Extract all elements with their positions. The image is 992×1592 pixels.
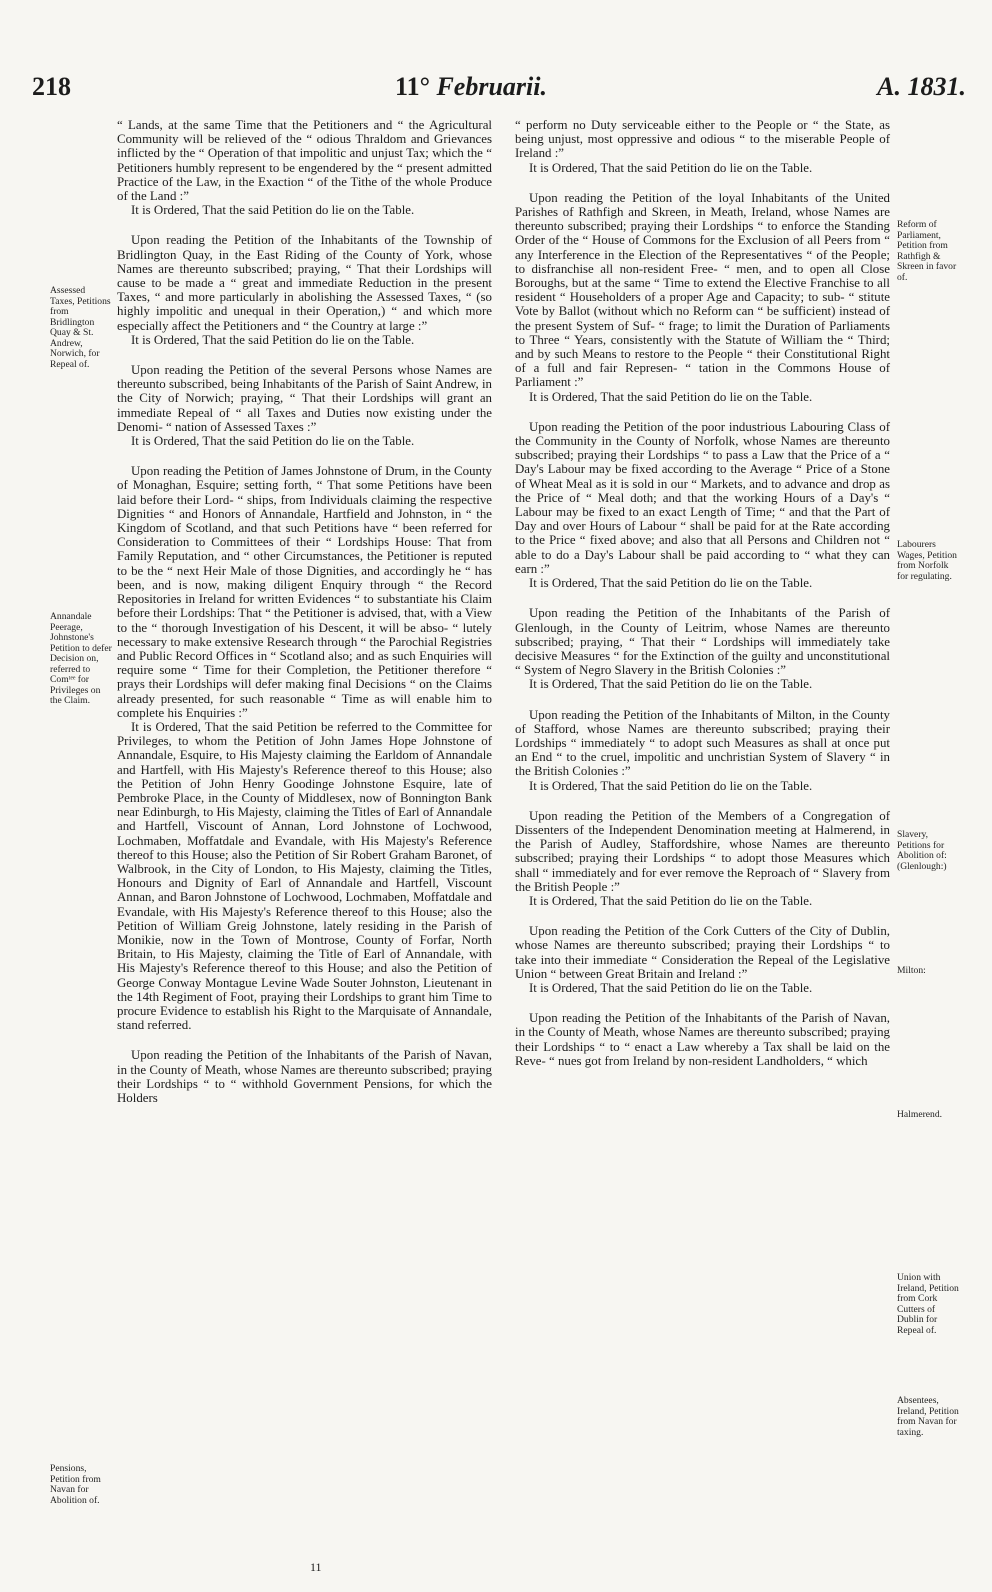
margin-note-slavery: Slavery, Petitions for Abolition of: (Glenlough:) [897,829,947,872]
left-para-4: Upon reading the Petition of James Johnstone of Drum, in the County of Monaghan, Esquire; setting forth, “ That some Petitions have been laid before their Lord- “ ships, from Individuals claiming the respective Dignities “ and Honors of Annandale, Hartfield and Johnston, in “ the Kingdom of Scotland, and that such Petitions have “ been referred for Consideration to Committees of their “ Lordships House: That from Family Reputation, and “ other Circumstances, the Petitioner is reputed to be the “ next Heir Male of those Dignities, and accordingly he “ has been, and is now, making diligent Enquiry through “ the Record Repositories in Ireland for written Evidences “ to substantiate his Claim before their Lordships: That “ the Petitioner is advised, that, with a View to the “ thorough Investigation of his Descent, it will be abso- “ lutely necessary to make extensive Research through “ the Parochial Registries and Public Record Offices in “ Scotland also; and as such Enquiries will require some “ Time for their Completion, the Petitioner therefore “ prays their Lordships will defer making final Decisions “ on the Claims already presented, for such reasonable “ Time as will enable him to complete his Enquiries :” [117,464,492,720]
left-para-5: Upon reading the Petition of the Inhabitants of the Parish of Navan, in the County of Meath, whose Names are thereunto subscribed; praying their Lordships “ to “ withhold Government Pensions, for which the Holders [117,1048,492,1105]
margin-note-union: Union with Ireland, Petition from Cork Cutters of Dublin for Repeal of. [897,1272,959,1336]
right-order-6: It is Ordered, That the said Petition do lie on the Table. [529,893,813,908]
date-number: 11° [395,72,430,101]
right-para-3: Upon reading the Petition of the poor industrious Labouring Class of the Community in the County of Norfolk, whose Names are thereunto subscribed; praying their Lordships “ to pass a Law that the Price of a “ Day's Labour may be fixed according to the Average “ Price of a Stone of Wheat Meal as it is sold in our “ Markets, and to advance and drop as the Price of “ Meal doth; and that the working Hours of a Day's “ Labour may be fixed to an exact Length of Time; “ and that the Part of Day and over Hours of Labour “ shall be paid for at the Rate according to the Price “ fixed above; and also that all Persons and Children not “ able to do a Day's Labour shall be paid according to “ what they can earn :” [515,419,890,576]
left-para-1: “ Lands, at the same Time that the Petitioners and “ the Agricultural Community will be relieved of the “ odious Thraldom and Grievances inflicted by the “ Operation of that impolitic and unjust Tax; which the “ Petitioners humbly represent to be engendered by the “ present admitted Practice of the Law, in the Exaction “ of the Tithe of the whole Produce of the Land :” [117,118,492,204]
margin-note-reform: Reform of Parliament, Petition from Rathfigh & Skreen in favor of. [897,219,957,283]
right-order-1: It is Ordered, That the said Petition do lie on the Table. [529,160,813,175]
left-column [117,118,492,1105]
left-order-1: It is Ordered, That the said Petition do lie on the Table. [131,203,415,218]
page-year: A. 1831. [877,72,966,101]
left-order-4: It is Ordered, That the said Petition be referred to the Committee for Privileges, to whom the Petition of John James Hope Johnstone of Annandale, Esquire, to His Majesty claiming the Earldom of Annandale and Hartfell, with His Majesty's Reference thereof to this House; also the Petition of John Henry Goodinge Johnstone Esquire, late of Pembroke Place, in the County of Middlesex, now of Bonnington Bank near Edinburgh, to His Majesty, claiming the Titles of Earl of Annandale and Hartfell, Viscount of Annan, Lord Johnstone of Lochwood, Lochmaben, Moffatdale and Evandale, with His Majesty's Reference thereof to this House; also the Petition of Sir Robert Graham Baronet, of Walbrook, in the City of London, to His Majesty, claiming the Titles, Honours and Dignity of Earl of Annandale and Hartfell, Viscount Annan, and Baron Johnstone of Lochwood, Lochmaben, Moffatdale and Evandale, with His Majesty's Reference thereof to this House; also the Petition of William Greig Johnstone, lately residing in the Parish of Monikie, now in the Town of Montrose, County of Forfar, North Britain, to His Majesty, claiming the Title of Earl of Annandale, with His Majesty's Reference thereof to this House; and also the Petition of George Conway Montague Levine Wade Souter Johnston, Lieutenant in the 14th Regiment of Foot, praying their Lordships to grant him Time to procure Evidence to establish his Right to the Marquisate of Annandale, stand referred. [117,719,492,1033]
margin-note-milton: Milton: [897,965,926,976]
right-order-2: It is Ordered, That the said Petition do lie on the Table. [529,389,813,404]
margin-note-pensions: Pensions, Petition from Navan for Abolition of. [50,1463,101,1506]
left-para-3: Upon reading the Petition of the several Persons whose Names are thereunto subscribed, being Inhabitants of the Parish of Saint Andrew, in the City of Norwich; praying, “ That their Lordships will grant an immediate Repeal of “ all Taxes and Duties now existing under the Denomi- “ nation of Assessed Taxes :” [117,363,492,434]
margin-note-assessed-taxes: Assessed Taxes, Petitions from Bridlington Quay & St. Andrew, Norwich, for Repeal of. [50,285,111,370]
right-para-7: Upon reading the Petition of the Cork Cutters of the City of Dublin, whose Names are thereunto subscribed; praying their Lordships “ to take into their immediate “ Consideration the Repeal of the Legislative Union “ between Great Britain and Ireland :” [515,924,890,981]
right-order-5: It is Ordered, That the said Petition do lie on the Table. [529,778,813,793]
left-order-3: It is Ordered, That the said Petition do lie on the Table. [131,434,415,449]
folio-mark: 11 [310,1560,322,1574]
right-para-1: “ perform no Duty serviceable either to the People or “ the State, as being unjust, most oppressive and odious “ to the miserable People of Ireland :” [515,118,890,161]
right-para-5: Upon reading the Petition of the Inhabitants of Milton, in the County of Stafford, whose Names are thereunto subscribed; praying their Lordships “ immediately “ to adopt such Measures as shall at once put an End “ to the cruel, impolitic and unchristian System of Slavery “ in the British Colonies :” [515,707,890,779]
right-order-4: It is Ordered, That the said Petition do lie on the Table. [529,677,813,692]
margin-note-labourers: Labourers Wages, Petition from Norfolk for regulating. [897,539,957,582]
left-order-2: It is Ordered, That the said Petition do lie on the Table. [131,332,415,347]
page-header [0,72,992,106]
date-word: Februarii. [436,72,547,101]
right-para-6: Upon reading the Petition of the Members of a Congregation of Dissenters of the Independent Denomination meeting at Halmerend, in the Parish of Audley, Staffordshire, whose Names are thereunto subscribed; praying their Lordships “ to adopt those Measures which shall “ immediately and for ever remove the Reproach of “ Slavery from the British People :” [515,808,890,894]
margin-note-halmerend: Halmerend. [897,1109,943,1120]
right-order-3: It is Ordered, That the said Petition do lie on the Table. [529,576,813,591]
right-para-8: Upon reading the Petition of the Inhabitants of the Parish of Navan, in the County of Meath, whose Names are thereunto subscribed; praying their Lordships “ to “ enact a Law whereby a Tax shall be laid on the Reve- “ nues got from Ireland by non-resident Landholders, “ which [515,1011,890,1068]
margin-note-annandale: Annandale Peerage, Johnstone's Petition to defer Decision on, referred to Comᵗᵉᵉ for Privileges on the Claim. [50,611,112,706]
margin-note-absentees: Absentees, Ireland, Petition from Navan for taxing. [897,1395,959,1438]
right-para-4: Upon reading the Petition of the Inhabitants of the Parish of Glenlough, in the County of Leitrim, whose Names are thereunto subscribed; praying, “ That their “ Lordships will immediately take decisive Measures “ for the Extinction of the guilty and unconstitutional “ System of Negro Slavery in the British Colonies :” [515,606,890,678]
left-para-2: Upon reading the Petition of the Inhabitants of the Township of Bridlington Quay, in the East Riding of the County of York, whose Names are thereunto subscribed; praying, “ That their Lordships will cause to be made a “ great and immediate Reduction in the present Taxes, “ and more particularly in abolishing the Assessed Taxes, “ (so highly impolitic and unequal in their Operation,) “ and which more especially affect the Petitioners and “ the Country at large :” [117,233,492,333]
right-para-2: Upon reading the Petition of the loyal Inhabitants of the United Parishes of Rathfigh and Skreen, in Meath, Ireland, whose Names are thereunto subscribed; praying their Lordships “ to enforce the Standing Order of the “ House of Commons for the Exclusion of all Peers from “ any Interference in the Election of the Representatives “ of the People; to disfranchise all non-resident Free- “ men, and to open all Close Boroughs, but at the same “ Time to extend the Elective Franchise to all resident “ Householders of a proper Age and Capacity; to sub- “ stitute Vote by Ballot (without which no Reform can “ be sufficient) instead of the present System of Suf- “ frage; to limit the Duration of Parliaments to Three “ Years, consistently with the Statute of William the “ Third; and by such Means to restore to the People “ their Constitutional Right of a full and fair Represen- “ tation in the Commons House of Parliament :” [515,190,890,390]
right-column [515,118,890,1068]
page-number: 218 [32,72,71,101]
page-date [395,72,547,102]
right-order-7: It is Ordered, That the said Petition do lie on the Table. [529,980,813,995]
